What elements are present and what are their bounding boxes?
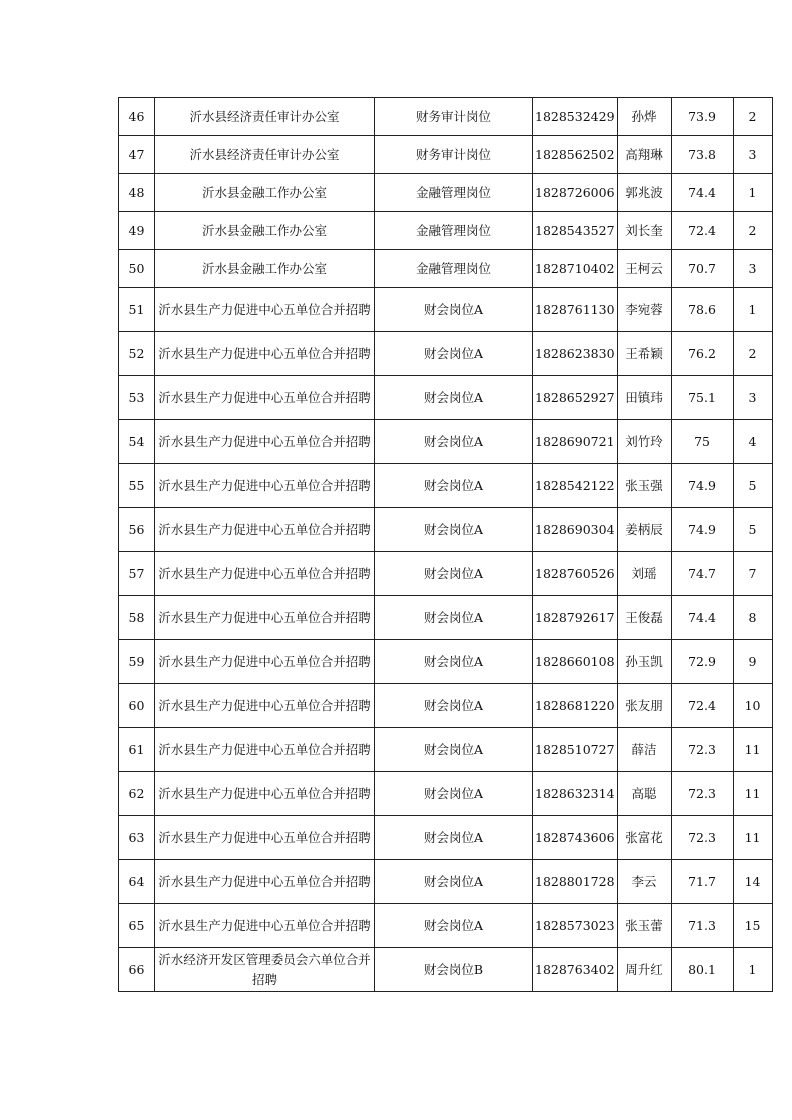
score: 75.1 xyxy=(671,376,733,420)
unit-name: 沂水县生产力促进中心五单位合并招聘 xyxy=(155,552,375,596)
candidate-name: 周升红 xyxy=(617,948,671,992)
table-row xyxy=(119,640,773,684)
score: 71.7 xyxy=(671,860,733,904)
candidate-name: 郭兆波 xyxy=(617,174,671,212)
row-number: 52 xyxy=(119,332,155,376)
row-number: 49 xyxy=(119,212,155,250)
exam-number: 1828660108 xyxy=(533,640,618,684)
row-number: 50 xyxy=(119,250,155,288)
table-row xyxy=(119,212,773,250)
post-name: 财会岗位A xyxy=(375,552,533,596)
exam-number: 1828761130 xyxy=(533,288,618,332)
row-number: 62 xyxy=(119,772,155,816)
unit-name: 沂水县生产力促进中心五单位合并招聘 xyxy=(155,464,375,508)
unit-name: 沂水县生产力促进中心五单位合并招聘 xyxy=(155,728,375,772)
post-name: 财会岗位B xyxy=(375,948,533,992)
row-number: 47 xyxy=(119,136,155,174)
post-name: 金融管理岗位 xyxy=(375,250,533,288)
table-row xyxy=(119,772,773,816)
score: 72.9 xyxy=(671,640,733,684)
table-row xyxy=(119,464,773,508)
score: 74.7 xyxy=(671,552,733,596)
table-row xyxy=(119,904,773,948)
exam-number: 1828690304 xyxy=(533,508,618,552)
unit-name: 沂水县生产力促进中心五单位合并招聘 xyxy=(155,420,375,464)
rank: 14 xyxy=(733,860,772,904)
candidate-name: 孙烨 xyxy=(617,98,671,136)
score: 74.4 xyxy=(671,174,733,212)
exam-number: 1828623830 xyxy=(533,332,618,376)
results-table xyxy=(118,97,773,992)
score: 70.7 xyxy=(671,250,733,288)
score: 74.9 xyxy=(671,464,733,508)
candidate-name: 李宛蓉 xyxy=(617,288,671,332)
row-number: 51 xyxy=(119,288,155,332)
post-name: 金融管理岗位 xyxy=(375,212,533,250)
candidate-name: 薛洁 xyxy=(617,728,671,772)
table-row xyxy=(119,250,773,288)
table-row xyxy=(119,420,773,464)
candidate-name: 张玉强 xyxy=(617,464,671,508)
unit-name: 沂水经济开发区管理委员会六单位合并招聘 xyxy=(155,948,375,992)
post-name: 财会岗位A xyxy=(375,772,533,816)
post-name: 财务审计岗位 xyxy=(375,98,533,136)
unit-name: 沂水县生产力促进中心五单位合并招聘 xyxy=(155,596,375,640)
score: 74.9 xyxy=(671,508,733,552)
candidate-name: 高聪 xyxy=(617,772,671,816)
exam-number: 1828532429 xyxy=(533,98,618,136)
rank: 2 xyxy=(733,332,772,376)
rank: 3 xyxy=(733,250,772,288)
candidate-name: 孙玉凯 xyxy=(617,640,671,684)
table-row xyxy=(119,136,773,174)
post-name: 财会岗位A xyxy=(375,728,533,772)
unit-name: 沂水县经济责任审计办公室 xyxy=(155,136,375,174)
results-table-body xyxy=(119,98,773,992)
row-number: 46 xyxy=(119,98,155,136)
table-row xyxy=(119,288,773,332)
candidate-name: 刘长奎 xyxy=(617,212,671,250)
post-name: 财会岗位A xyxy=(375,376,533,420)
post-name: 财会岗位A xyxy=(375,596,533,640)
exam-number: 1828743606 xyxy=(533,816,618,860)
score: 71.3 xyxy=(671,904,733,948)
row-number: 60 xyxy=(119,684,155,728)
exam-number: 1828710402 xyxy=(533,250,618,288)
row-number: 53 xyxy=(119,376,155,420)
post-name: 财会岗位A xyxy=(375,816,533,860)
row-number: 65 xyxy=(119,904,155,948)
unit-name: 沂水县生产力促进中心五单位合并招聘 xyxy=(155,684,375,728)
row-number: 54 xyxy=(119,420,155,464)
candidate-name: 高翔琳 xyxy=(617,136,671,174)
exam-number: 1828792617 xyxy=(533,596,618,640)
row-number: 48 xyxy=(119,174,155,212)
exam-number: 1828542122 xyxy=(533,464,618,508)
rank: 1 xyxy=(733,288,772,332)
table-row xyxy=(119,596,773,640)
score: 76.2 xyxy=(671,332,733,376)
unit-name: 沂水县金融工作办公室 xyxy=(155,174,375,212)
row-number: 57 xyxy=(119,552,155,596)
post-name: 财务审计岗位 xyxy=(375,136,533,174)
score: 72.3 xyxy=(671,816,733,860)
exam-number: 1828690721 xyxy=(533,420,618,464)
score: 73.8 xyxy=(671,136,733,174)
table-row xyxy=(119,508,773,552)
table-row xyxy=(119,174,773,212)
table-row xyxy=(119,376,773,420)
rank: 4 xyxy=(733,420,772,464)
post-name: 财会岗位A xyxy=(375,640,533,684)
table-row xyxy=(119,728,773,772)
candidate-name: 张玉蕾 xyxy=(617,904,671,948)
score: 78.6 xyxy=(671,288,733,332)
rank: 9 xyxy=(733,640,772,684)
table-row xyxy=(119,816,773,860)
candidate-name: 王希颖 xyxy=(617,332,671,376)
exam-number: 1828573023 xyxy=(533,904,618,948)
score: 72.4 xyxy=(671,212,733,250)
candidate-name: 姜柄辰 xyxy=(617,508,671,552)
row-number: 58 xyxy=(119,596,155,640)
table-row xyxy=(119,948,773,992)
rank: 8 xyxy=(733,596,772,640)
row-number: 66 xyxy=(119,948,155,992)
score: 72.3 xyxy=(671,772,733,816)
rank: 3 xyxy=(733,376,772,420)
rank: 5 xyxy=(733,508,772,552)
exam-number: 1828510727 xyxy=(533,728,618,772)
rank: 1 xyxy=(733,948,772,992)
score: 75 xyxy=(671,420,733,464)
rank: 11 xyxy=(733,816,772,860)
row-number: 61 xyxy=(119,728,155,772)
rank: 15 xyxy=(733,904,772,948)
score: 80.1 xyxy=(671,948,733,992)
post-name: 财会岗位A xyxy=(375,420,533,464)
post-name: 财会岗位A xyxy=(375,508,533,552)
exam-number: 1828801728 xyxy=(533,860,618,904)
rank: 3 xyxy=(733,136,772,174)
unit-name: 沂水县生产力促进中心五单位合并招聘 xyxy=(155,772,375,816)
post-name: 财会岗位A xyxy=(375,288,533,332)
row-number: 55 xyxy=(119,464,155,508)
row-number: 59 xyxy=(119,640,155,684)
post-name: 财会岗位A xyxy=(375,464,533,508)
unit-name: 沂水县生产力促进中心五单位合并招聘 xyxy=(155,640,375,684)
table-row xyxy=(119,332,773,376)
post-name: 金融管理岗位 xyxy=(375,174,533,212)
unit-name: 沂水县金融工作办公室 xyxy=(155,250,375,288)
candidate-name: 李云 xyxy=(617,860,671,904)
rank: 11 xyxy=(733,728,772,772)
unit-name: 沂水县生产力促进中心五单位合并招聘 xyxy=(155,288,375,332)
exam-number: 1828632314 xyxy=(533,772,618,816)
table-row xyxy=(119,684,773,728)
exam-number: 1828681220 xyxy=(533,684,618,728)
exam-number: 1828652927 xyxy=(533,376,618,420)
exam-number: 1828760526 xyxy=(533,552,618,596)
score: 72.4 xyxy=(671,684,733,728)
unit-name: 沂水县生产力促进中心五单位合并招聘 xyxy=(155,332,375,376)
score: 74.4 xyxy=(671,596,733,640)
rank: 1 xyxy=(733,174,772,212)
unit-name: 沂水县经济责任审计办公室 xyxy=(155,98,375,136)
candidate-name: 王柯云 xyxy=(617,250,671,288)
candidate-name: 刘竹玲 xyxy=(617,420,671,464)
exam-number: 1828763402 xyxy=(533,948,618,992)
candidate-name: 张友朋 xyxy=(617,684,671,728)
unit-name: 沂水县生产力促进中心五单位合并招聘 xyxy=(155,376,375,420)
exam-number: 1828726006 xyxy=(533,174,618,212)
exam-number: 1828543527 xyxy=(533,212,618,250)
row-number: 63 xyxy=(119,816,155,860)
candidate-name: 田镇玮 xyxy=(617,376,671,420)
post-name: 财会岗位A xyxy=(375,332,533,376)
unit-name: 沂水县金融工作办公室 xyxy=(155,212,375,250)
candidate-name: 刘瑶 xyxy=(617,552,671,596)
score: 73.9 xyxy=(671,98,733,136)
rank: 5 xyxy=(733,464,772,508)
table-row xyxy=(119,552,773,596)
rank: 11 xyxy=(733,772,772,816)
candidate-name: 张富花 xyxy=(617,816,671,860)
unit-name: 沂水县生产力促进中心五单位合并招聘 xyxy=(155,860,375,904)
unit-name: 沂水县生产力促进中心五单位合并招聘 xyxy=(155,508,375,552)
post-name: 财会岗位A xyxy=(375,904,533,948)
rank: 2 xyxy=(733,98,772,136)
post-name: 财会岗位A xyxy=(375,860,533,904)
rank: 10 xyxy=(733,684,772,728)
table-row xyxy=(119,860,773,904)
post-name: 财会岗位A xyxy=(375,684,533,728)
table-row xyxy=(119,98,773,136)
row-number: 64 xyxy=(119,860,155,904)
rank: 7 xyxy=(733,552,772,596)
row-number: 56 xyxy=(119,508,155,552)
candidate-name: 王俊磊 xyxy=(617,596,671,640)
rank: 2 xyxy=(733,212,772,250)
score: 72.3 xyxy=(671,728,733,772)
exam-number: 1828562502 xyxy=(533,136,618,174)
unit-name: 沂水县生产力促进中心五单位合并招聘 xyxy=(155,904,375,948)
unit-name: 沂水县生产力促进中心五单位合并招聘 xyxy=(155,816,375,860)
